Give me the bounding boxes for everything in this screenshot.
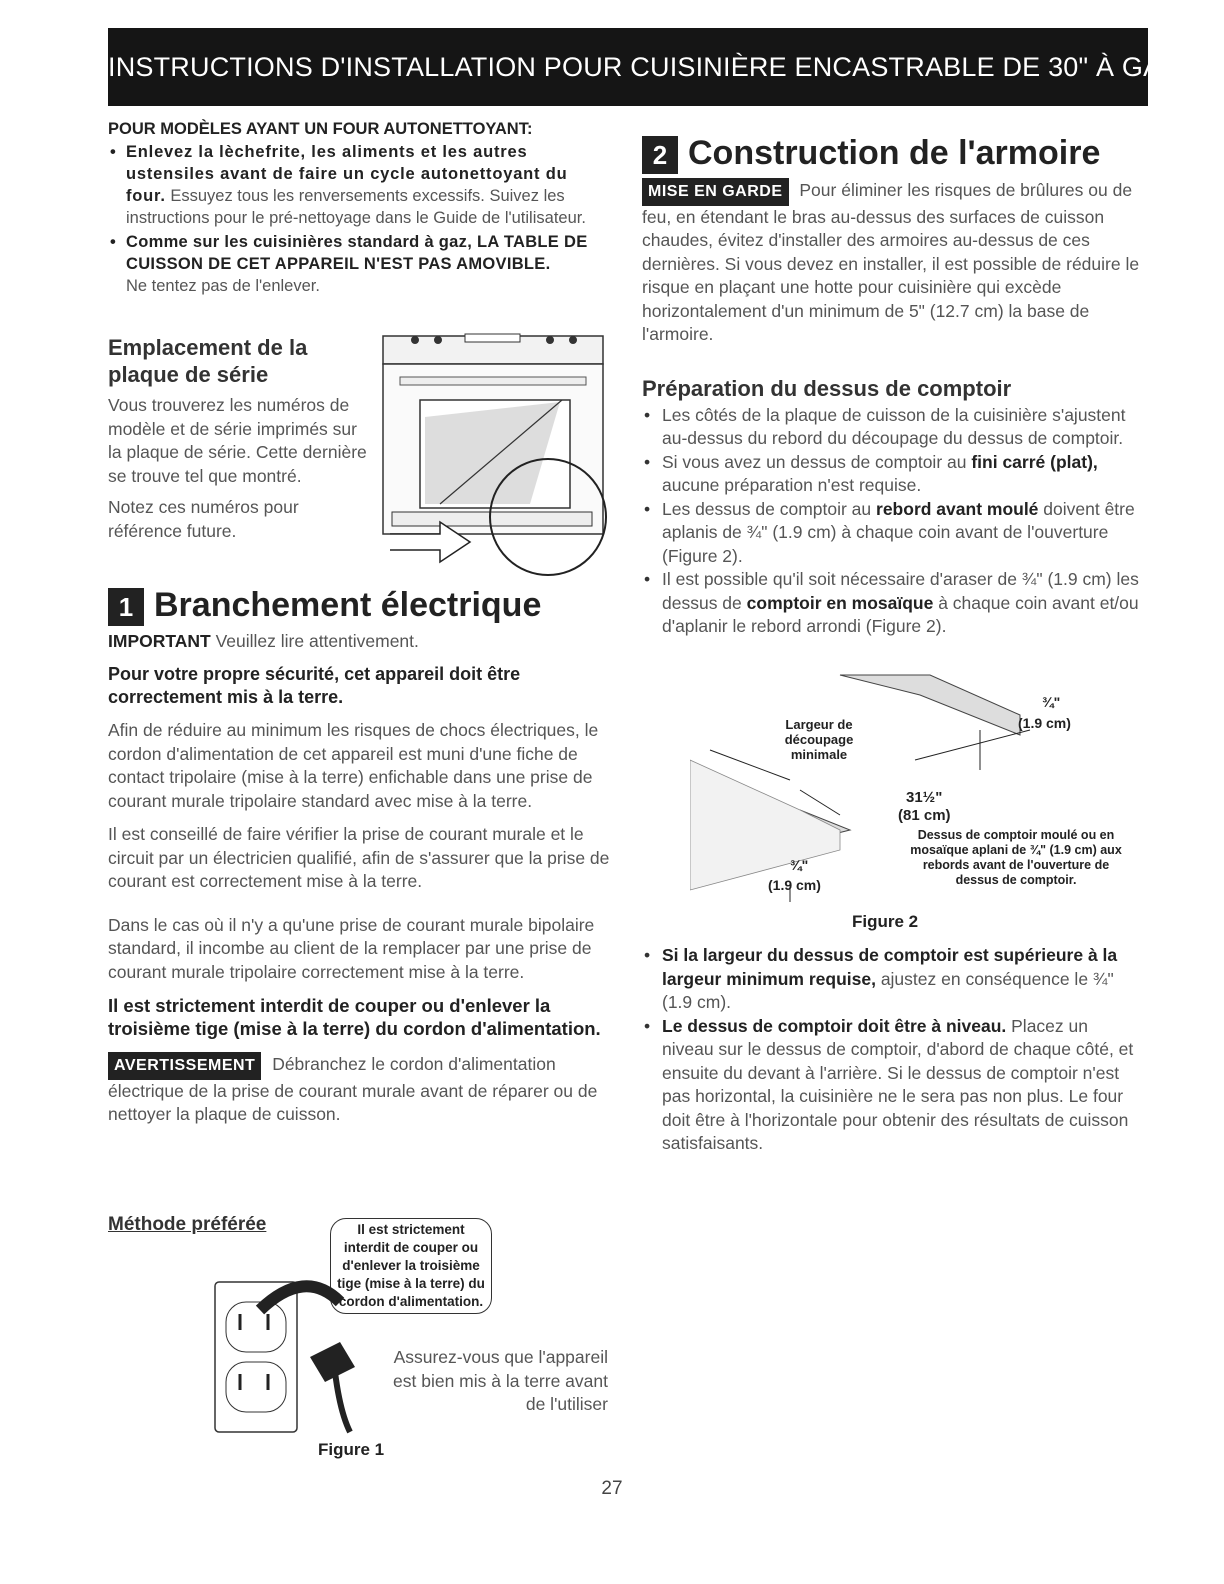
- caution-label: MISE EN GARDE: [642, 178, 789, 206]
- important-line: [108, 630, 612, 653]
- serial-paragraph-1: Vous trouverez les numéros de modèle et de série imprimés sur la plaque de série. Cette dernière se trouve tel que montré.: [108, 395, 367, 486]
- bullet-bold: Comme sur les cuisinières standard à gaz, LA TABLE DE CUISSON DE CET APPAREIL N'EST PAS AMOVIBLE.: [126, 233, 588, 273]
- dim-top-fraction: ¾": [1042, 694, 1061, 710]
- serial-heading: Emplacement de la plaque de série: [108, 335, 308, 387]
- item-bold: Si la largeur du dessus de comptoir est supérieure à la largeur minimum requise,: [662, 945, 1118, 989]
- prep-item-1: • Les côtés de la plaque de cuisson de la cuisinière s'ajustent au-dessus du rebord du découpage du dessus de comptoir.: [642, 404, 1142, 451]
- dim-bottom-metric: (1.9 cm): [768, 877, 821, 893]
- item-text: aucune préparation n'est requise.: [662, 475, 922, 495]
- item-bold: rebord avant moulé: [876, 498, 1039, 519]
- item-bold: fini carré (plat),: [971, 451, 1098, 472]
- dim-depth-metric: (81 cm): [898, 807, 951, 824]
- warning-paragraph: [108, 1052, 612, 1127]
- item-text: Placez un niveau sur le dessus de comptoir, d'abord de chaque côté, et ensuite du devant à l'arrière. Si le dessus de comptoir n'est pas horizontal, la cuisinière ne le sera pas non plus. Le four doit être à l'horizontale pour obtenir des résultats de cuisson satisfaisants.: [662, 1015, 1134, 1153]
- section-2-number: 2: [642, 136, 678, 174]
- item-text: ajustez en conséquence le ¾" (1.9 cm).: [662, 968, 1114, 1012]
- min-cutout-width-label: Largeur de découpage minimale: [784, 717, 854, 762]
- prohibition-bubble: Il est strictement interdit de couper ou d'enlever la troisième tige (mise à la terre) du cordon d'alimentation.: [330, 1218, 492, 1314]
- prep-item-3: [642, 498, 1142, 569]
- dim-bottom-fraction: ¾": [790, 857, 809, 873]
- prep-item-2: [642, 451, 1142, 498]
- page-banner: INSTRUCTIONS D'INSTALLATION POUR CUISINIÈRE ENCASTRABLE DE 30" À GAZ: [108, 28, 1148, 106]
- self-clean-bullet-1: • Enlevez la lèchefrite, les aliments et les autres ustensiles avant de faire un cycle autonettoyant du four. Essuyez tous les renversements excessifs. Suivez les instructions pour le pré-nettoyage dans le Guide de l'utilisateur.: [110, 143, 586, 227]
- paragraph-three-prong: Afin de réduire au minimum les risques de chocs électriques, le cordon d'alimentation de cet appareil est muni d'une fiche de contact tripolaire (mise à la terre) enfichable dans une prise de courant murale tripolaire standard avec mise à la terre.: [108, 720, 599, 811]
- caution-text: Pour éliminer les risques de brûlures ou de feu, en étendant le bras au-dessus des surfaces de cuisson chaudes, évitez d'installer des armoires au-dessus de ces dernières. Si vous devez en installer, il est possible de réduire le risque en plaçant une hotte pour cuisinière qui excède horizontalement d'un minimum de 5" (12.7 cm) la base de l'armoire.: [642, 180, 1140, 344]
- self-clean-bullet-2-text: Ne tentez pas de l'enlever.: [126, 277, 320, 295]
- dim-top-metric: (1.9 cm): [1018, 715, 1071, 731]
- warning-text: Débranchez le cordon d'alimentation électrique de la prise de courant murale avant de réparer ou de nettoyer la plaque de cuisson.: [108, 1054, 598, 1124]
- figure-2-caption: Figure 2: [852, 912, 919, 931]
- caution-paragraph: [642, 178, 1142, 347]
- important-label: IMPORTANT: [108, 631, 211, 651]
- self-clean-heading: POUR MODÈLES AYANT UN FOUR AUTONETTOYANT:: [108, 120, 533, 138]
- preferred-method-label: Méthode préférée: [108, 1214, 267, 1235]
- molded-countertop-note: Dessus de comptoir moulé ou en mosaïque aplani de ¾" (1.9 cm) aux rebords avant de l'ouverture de dessus de comptoir.: [910, 828, 1122, 887]
- prong-prohibition: Il est strictement interdit de couper ou d'enlever la troisième tige (mise à la terre) du cordon d'alimentation.: [108, 995, 601, 1039]
- item-bold: comptoir en mosaïque: [746, 592, 934, 613]
- bullet-text: Essuyez tous les renversements excessifs. Suivez les instructions pour le pré-nettoyage dans le Guide de l'utilisateur.: [126, 187, 586, 227]
- item-text: Les dessus de comptoir au: [662, 498, 877, 519]
- note-item-2: [642, 1015, 1142, 1156]
- item-text: doivent être aplanis de ¾" (1.9 cm) à chaque coin avant de l'ouverture (Figure 2).: [662, 498, 1135, 566]
- item-bold: Le dessus de comptoir doit être à niveau.: [662, 1015, 1007, 1036]
- outlet-illustration: [210, 1272, 390, 1437]
- item-text: Il est possible qu'il soit nécessaire d'araser de ¾" (1.9 cm) les dessus de: [662, 569, 1139, 613]
- countertop-notes: [642, 944, 1142, 1156]
- countertop-prep-list: [642, 404, 1142, 639]
- ground-safety-note: Pour votre propre sécurité, cet appareil doit être correctement mis à la terre.: [108, 664, 521, 707]
- item-text: à chaque coin avant et/ou d'aplanir le rebord arrondi (Figure 2).: [662, 592, 1139, 636]
- section-2-heading: [642, 134, 1100, 174]
- prep-item-4: [642, 568, 1142, 639]
- serial-paragraph-2: Notez ces numéros pour référence future.: [108, 497, 299, 541]
- warning-label: AVERTISSEMENT: [108, 1052, 261, 1080]
- section-1-body: [108, 630, 612, 1127]
- bullet-bold: Enlevez la lèchefrite, les aliments et les autres ustensiles avant de faire un cycle autonettoyant du four.: [126, 143, 568, 205]
- self-clean-block: [108, 120, 612, 297]
- paragraph-two-prong: Dans le cas où il n'y a qu'une prise de courant murale bipolaire standard, il incombe au client de la remplacer par une prise de courant murale tripolaire correctement mise à la terre.: [108, 914, 595, 982]
- grounded-note: Assurez-vous que l'appareil est bien mis à la terre avant de l'utiliser: [393, 1347, 608, 1414]
- section-2-title: Construction de l'armoire: [688, 134, 1101, 172]
- paragraph-electrician: Il est conseillé de faire vérifier la prise de courant murale et le circuit par un électricien qualifié, afin de s'assurer que la prise de courant est correctement mise à la terre.: [108, 824, 610, 891]
- figure-1-caption: Figure 1: [318, 1440, 385, 1459]
- section-1-title: Branchement électrique: [154, 586, 542, 624]
- serial-plate-block: [108, 334, 368, 543]
- dim-depth-imperial: 31½": [906, 789, 943, 806]
- note-item-1: [642, 944, 1142, 1015]
- section-1-number: 1: [108, 588, 144, 626]
- page-number: 27: [601, 1478, 623, 1499]
- important-text: Veuillez lire attentivement.: [210, 631, 419, 651]
- section-1-heading: [108, 586, 541, 626]
- item-text: Si vous avez un dessus de comptoir au: [662, 451, 972, 472]
- self-clean-bullet-2: • Comme sur les cuisinières standard à gaz, LA TABLE DE CUISSON DE CET APPAREIL N'EST PAS AMOVIBLE.: [110, 233, 588, 273]
- section-2-body: [642, 178, 1142, 639]
- countertop-notes-list: [642, 944, 1142, 1156]
- range-illustration: [370, 322, 615, 587]
- countertop-prep-heading: Préparation du dessus de comptoir: [642, 375, 1012, 401]
